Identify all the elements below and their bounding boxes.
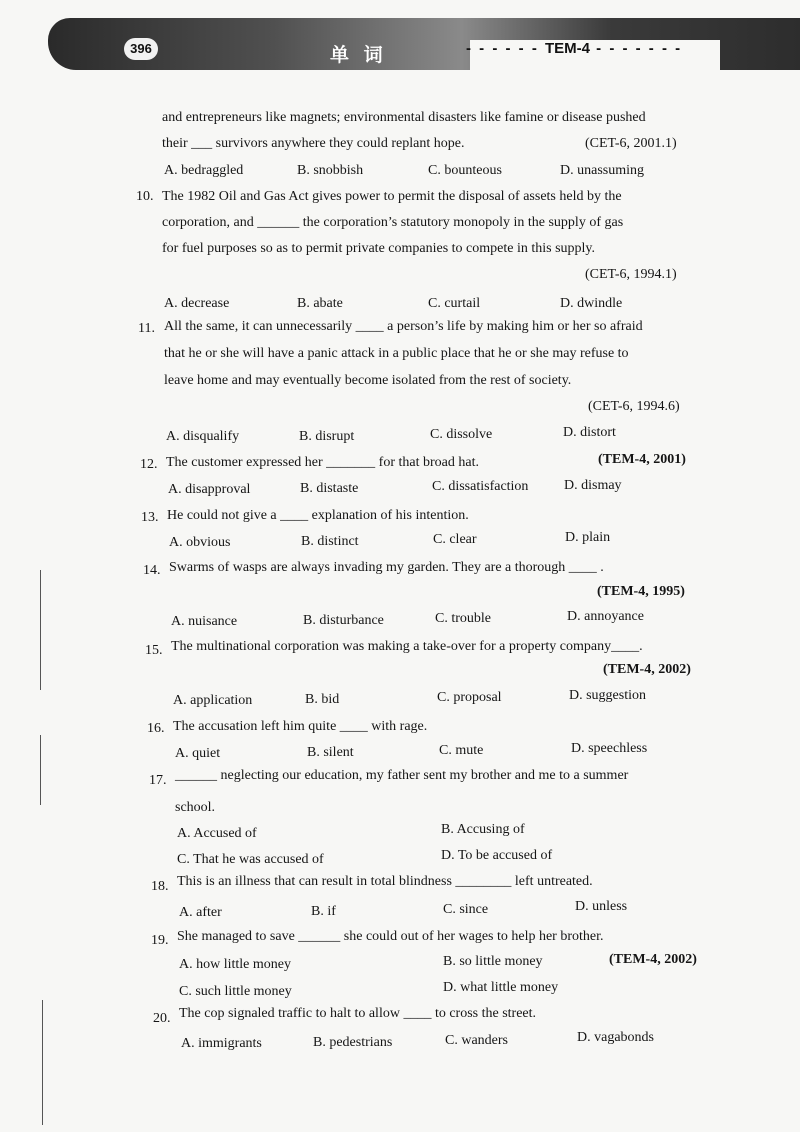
question-14-option-a: A. nuisance [171,614,238,629]
question-17-number: 17. [149,773,167,788]
question-15-option-b: B. bid [305,692,340,707]
margin-rule [40,735,41,805]
question-15-option-c: C. proposal [437,690,502,705]
question-10-line-3: for fuel purposes so as to permit private companies to compete in this supply. [162,241,596,256]
question-18-option-c: C. since [443,902,489,917]
question-10-line-2: corporation, and ______ the corporation’s statutory monopoly in the supply of gas [162,215,624,230]
question-13-option-d: D. plain [565,530,611,545]
question-11-option-a: A. disqualify [166,429,240,444]
margin-rule [42,1000,43,1125]
question-15-option-d: D. suggestion [569,688,646,703]
question-10-option-d: D. dwindle [560,296,623,311]
question-14-line-1: Swarms of wasps are always invading my garden. They are a thorough ____ . [169,560,604,575]
exam-tag: - - - - - - TEM-4 - - - - - - - [466,40,683,57]
question-11-number: 11. [138,321,155,336]
question-20-option-c: C. wanders [445,1033,508,1048]
question-18-option-a: A. after [179,905,222,920]
section-title: 单 词 [330,44,387,66]
question-11-option-c: C. dissolve [430,427,493,442]
question-14-option-c: C. trouble [435,611,491,626]
question-11-line-1: All the same, it can unnecessarily ____ a person’s life by making him or her so afraid [164,319,643,334]
question-13-option-a: A. obvious [169,535,231,550]
question-10-option-a: A. decrease [164,296,230,311]
question-12-option-a: A. disapproval [168,482,251,497]
question-16-option-a: A. quiet [175,746,221,761]
question-9-line-1: and entrepreneurs like magnets; environmental disasters like famine or disease pushed [162,110,646,125]
question-16-option-c: C. mute [439,743,484,758]
question-17-option-b: B. Accusing of [441,822,525,837]
question-18-option-b: B. if [311,904,336,919]
question-18-number: 18. [151,879,169,894]
question-18-option-d: D. unless [575,899,628,914]
question-10-number: 10. [136,189,154,204]
question-12-source: (TEM-4, 2001) [598,452,686,467]
question-20-line-1: The cop signaled traffic to halt to allow ____ to cross the street. [179,1006,537,1021]
question-14-option-b: B. disturbance [303,613,384,628]
question-15-number: 15. [145,643,163,658]
question-19-option-a: A. how little money [179,957,291,972]
page-header [0,0,800,88]
question-16-option-d: D. speechless [571,741,648,756]
question-11-option-b: B. disrupt [299,429,355,444]
question-10-source: (CET-6, 1994.1) [585,267,677,282]
question-17-option-c: C. That he was accused of [177,852,324,867]
question-9-option-d: D. unassuming [560,163,644,178]
question-13-line-1: He could not give a ____ explanation of his intention. [167,508,469,523]
question-12-option-c: C. dissatisfaction [432,479,529,494]
question-9-source: (CET-6, 2001.1) [585,136,677,151]
question-15-line-1: The multinational corporation was making a take-over for a property company____. [171,639,643,654]
question-15-option-a: A. application [173,693,253,708]
question-16-line-1: The accusation left him quite ____ with rage. [173,719,428,734]
page-number: 396 [124,38,158,60]
question-17-line-1: ______ neglecting our education, my father sent my brother and me to a summer [175,768,629,783]
question-9-option-c: C. bounteous [428,163,502,178]
exam-tag-label: TEM-4 [544,40,590,57]
question-10-line-1: The 1982 Oil and Gas Act gives power to permit the disposal of assets held by the [162,189,622,204]
question-20-option-b: B. pedestrians [313,1035,393,1050]
question-9-line-2: their ___ survivors anywhere they could replant hope. [162,136,465,151]
question-17-option-d: D. To be accused of [441,848,553,863]
question-19-line-1: She managed to save ______ she could out of her wages to help her brother. [177,929,604,944]
question-12-option-b: B. distaste [300,481,359,496]
question-11-line-3: leave home and may eventually become isolated from the rest of society. [164,373,572,388]
question-10-option-b: B. abate [297,296,343,311]
question-15-source: (TEM-4, 2002) [603,662,691,677]
question-11-source: (CET-6, 1994.6) [588,399,680,414]
question-19-number: 19. [151,933,169,948]
question-9-option-b: B. snobbish [297,163,364,178]
question-9-option-a: A. bedraggled [164,163,244,178]
question-17-line-2: school. [175,800,216,815]
question-16-number: 16. [147,721,165,736]
question-13-option-c: C. clear [433,532,477,547]
question-18-line-1: This is an illness that can result in total blindness ________ left untreated. [177,874,593,889]
margin-rule [40,570,41,690]
question-12-line-1: The customer expressed her _______ for that broad hat. [166,455,479,470]
question-10-option-c: C. curtail [428,296,481,311]
question-20-option-a: A. immigrants [181,1036,262,1051]
question-19-option-b: B. so little money [443,954,543,969]
question-14-option-d: D. annoyance [567,609,644,624]
question-12-number: 12. [140,457,158,472]
question-19-option-d: D. what little money [443,980,559,995]
question-16-option-b: B. silent [307,745,354,760]
question-20-number: 20. [153,1011,171,1026]
question-20-option-d: D. vagabonds [577,1030,654,1045]
question-12-option-d: D. dismay [564,478,622,493]
question-17-option-a: A. Accused of [177,826,257,841]
question-13-number: 13. [141,510,159,525]
question-11-line-2: that he or she will have a panic attack in a public place that he or she may refuse to [164,346,629,361]
question-19-option-c: C. such little money [179,984,292,999]
question-19-source: (TEM-4, 2002) [609,952,697,967]
question-14-source: (TEM-4, 1995) [597,584,685,599]
question-14-number: 14. [143,563,161,578]
question-11-option-d: D. distort [563,425,616,440]
question-13-option-b: B. distinct [301,534,359,549]
